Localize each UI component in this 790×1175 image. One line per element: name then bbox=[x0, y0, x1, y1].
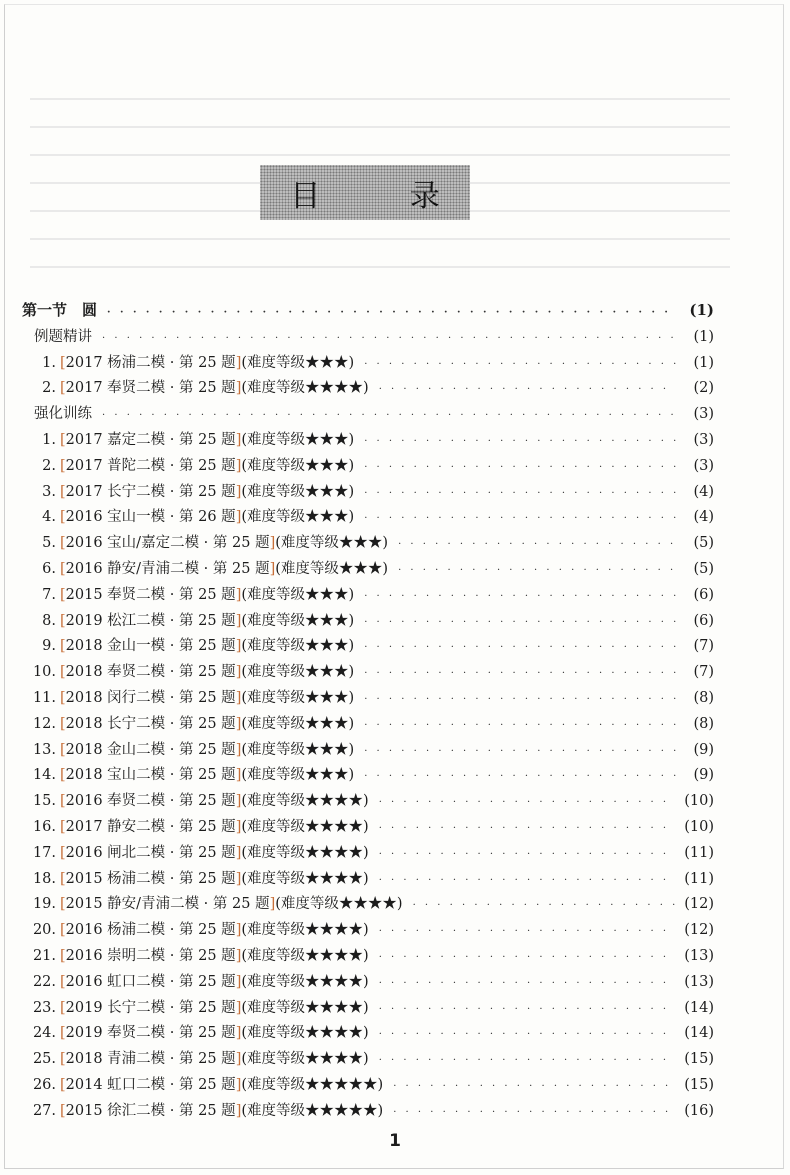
close-bracket: ] bbox=[235, 973, 242, 990]
item-source: 2015 杨浦二模 · 第 25 题 bbox=[65, 870, 236, 887]
item-number: 7. bbox=[42, 586, 56, 603]
close-bracket: ] bbox=[235, 380, 242, 397]
toc-entry-text bbox=[22, 789, 369, 810]
open-bracket: [ bbox=[60, 999, 66, 1016]
toc-entry-text bbox=[22, 402, 92, 423]
toc-item-row[interactable] bbox=[22, 660, 714, 686]
page-reference: (1) bbox=[689, 301, 714, 319]
item-number: 25. bbox=[32, 1051, 56, 1068]
item-source: 2016 静安/青浦二模 · 第 25 题 bbox=[65, 560, 270, 577]
item-source: 2017 嘉定二模 · 第 25 题 bbox=[65, 431, 236, 448]
close-bracket: ] bbox=[235, 870, 242, 887]
dot-leader bbox=[398, 539, 676, 550]
open-bracket: [ bbox=[60, 973, 66, 990]
item-number: 1. bbox=[42, 354, 56, 371]
dot-leader bbox=[364, 462, 676, 473]
toc-entry-text bbox=[22, 634, 354, 655]
item-difficulty: (难度等级★★★★) bbox=[241, 380, 369, 397]
page-reference: (8) bbox=[693, 715, 714, 732]
item-source: 2018 青浦二模 · 第 25 题 bbox=[65, 1051, 236, 1068]
toc-entry-text bbox=[22, 1073, 383, 1094]
item-number: 4. bbox=[42, 509, 56, 526]
toc-entry-text bbox=[22, 867, 369, 888]
toc-entry-text bbox=[22, 480, 354, 501]
close-bracket: ] bbox=[235, 612, 242, 629]
toc-item-row[interactable] bbox=[22, 583, 714, 609]
open-bracket: [ bbox=[60, 793, 66, 810]
item-difficulty: (难度等级★★★) bbox=[241, 767, 355, 784]
item-number: 24. bbox=[32, 1025, 56, 1042]
toc-entry-text bbox=[22, 686, 354, 707]
item-number: 27. bbox=[32, 1102, 56, 1119]
item-difficulty: (难度等级★★★★) bbox=[241, 922, 369, 939]
dot-leader bbox=[379, 797, 676, 808]
item-number: 6. bbox=[42, 560, 56, 577]
item-source: 2016 虹口二模 · 第 25 题 bbox=[65, 973, 236, 990]
open-bracket: [ bbox=[60, 1102, 66, 1119]
toc-entry-text bbox=[22, 454, 354, 475]
dot-leader bbox=[379, 1004, 676, 1015]
item-difficulty: (难度等级★★★) bbox=[241, 664, 355, 681]
item-difficulty: (难度等级★★★★) bbox=[275, 896, 403, 913]
item-source: 2019 松江二模 · 第 25 题 bbox=[65, 612, 236, 629]
dot-leader bbox=[364, 617, 676, 628]
toc-item-row[interactable] bbox=[22, 686, 714, 712]
dot-leader bbox=[364, 436, 676, 447]
dot-leader bbox=[379, 1029, 676, 1040]
item-source: 2016 杨浦二模 · 第 25 题 bbox=[65, 922, 236, 939]
close-bracket: ] bbox=[235, 844, 242, 861]
item-difficulty: (难度等级★★★★) bbox=[241, 818, 369, 835]
open-bracket: [ bbox=[60, 741, 66, 758]
toc-entry-text bbox=[22, 712, 354, 733]
page-reference: (9) bbox=[693, 741, 714, 758]
page-reference: (12) bbox=[684, 896, 714, 913]
toc-item-row[interactable] bbox=[22, 376, 714, 402]
toc-entry-text bbox=[22, 892, 403, 913]
item-source: 2018 长宁二模 · 第 25 题 bbox=[65, 715, 236, 732]
toc-item-row[interactable] bbox=[22, 970, 714, 996]
toc-entry-text bbox=[22, 970, 369, 991]
item-difficulty: (难度等级★★★) bbox=[241, 715, 355, 732]
toc-entry-text bbox=[22, 1099, 383, 1120]
item-source: 2017 杨浦二模 · 第 25 题 bbox=[65, 354, 236, 371]
toc-entry-text bbox=[22, 1047, 369, 1068]
page-reference: (2) bbox=[693, 380, 714, 397]
toc-entry-text bbox=[22, 299, 97, 320]
open-bracket: [ bbox=[60, 431, 66, 448]
item-source: 2016 宝山/嘉定二模 · 第 25 题 bbox=[65, 535, 270, 552]
toc-item-row[interactable] bbox=[22, 480, 714, 506]
toc-item-row[interactable] bbox=[22, 763, 714, 789]
toc-item-row[interactable] bbox=[22, 789, 714, 815]
page-reference: (14) bbox=[684, 1025, 714, 1042]
toc-entry-text bbox=[22, 660, 354, 681]
toc-entry-text bbox=[22, 557, 388, 578]
page-reference: (5) bbox=[693, 560, 714, 577]
page-reference: (15) bbox=[684, 1051, 714, 1068]
item-number: 5. bbox=[42, 535, 56, 552]
dot-leader bbox=[393, 1107, 676, 1118]
dot-leader bbox=[102, 410, 676, 421]
table-of-contents bbox=[22, 299, 714, 1125]
toc-item-row[interactable] bbox=[22, 531, 714, 557]
toc-item-row[interactable] bbox=[22, 1073, 714, 1099]
item-difficulty: (难度等级★★★★) bbox=[241, 793, 369, 810]
page-reference: (1) bbox=[693, 328, 714, 345]
close-bracket: ] bbox=[235, 483, 242, 500]
page-reference: (6) bbox=[693, 586, 714, 603]
bleed-through-line bbox=[30, 154, 730, 156]
item-source: 2016 宝山一模 · 第 26 题 bbox=[65, 509, 236, 526]
open-bracket: [ bbox=[60, 1025, 66, 1042]
page-reference: (1) bbox=[693, 354, 714, 371]
item-source: 2017 长宁二模 · 第 25 题 bbox=[65, 483, 236, 500]
item-number: 18. bbox=[32, 870, 56, 887]
dot-leader bbox=[102, 333, 676, 344]
dot-leader bbox=[379, 384, 676, 395]
open-bracket: [ bbox=[60, 509, 66, 526]
dot-leader bbox=[379, 849, 676, 860]
toc-entry-text bbox=[22, 428, 354, 449]
open-bracket: [ bbox=[60, 896, 66, 913]
page-reference: (4) bbox=[693, 483, 714, 500]
toc-entry-text bbox=[22, 505, 354, 526]
toc-entry-text bbox=[22, 918, 369, 939]
toc-entry-text bbox=[22, 531, 388, 552]
item-number: 10. bbox=[32, 664, 56, 681]
open-bracket: [ bbox=[60, 664, 66, 681]
toc-entry-text bbox=[22, 1021, 369, 1042]
close-bracket: ] bbox=[235, 457, 242, 474]
item-number: 19. bbox=[32, 896, 56, 913]
page-reference: (14) bbox=[684, 999, 714, 1016]
page-number: 1 bbox=[389, 1131, 401, 1151]
dot-leader bbox=[398, 565, 676, 576]
item-difficulty: (难度等级★★★★) bbox=[241, 870, 369, 887]
page-reference: (4) bbox=[693, 509, 714, 526]
item-number: 8. bbox=[42, 612, 56, 629]
item-source: 2018 金山一模 · 第 25 题 bbox=[65, 638, 236, 655]
toc-entry-text bbox=[22, 944, 369, 965]
page-reference: (3) bbox=[693, 406, 714, 423]
toc-item-row[interactable] bbox=[22, 867, 714, 893]
item-number: 12. bbox=[32, 715, 56, 732]
toc-item-row[interactable] bbox=[22, 634, 714, 660]
item-difficulty: (难度等级★★★★) bbox=[241, 1051, 369, 1068]
toc-chapter-row[interactable] bbox=[22, 299, 714, 325]
item-number: 1. bbox=[42, 431, 56, 448]
item-source: 2018 宝山二模 · 第 25 题 bbox=[65, 767, 236, 784]
open-bracket: [ bbox=[60, 922, 66, 939]
item-number: 15. bbox=[32, 793, 56, 810]
toc-section-row[interactable] bbox=[22, 402, 714, 428]
item-source: 2017 普陀二模 · 第 25 题 bbox=[65, 457, 236, 474]
item-difficulty: (难度等级★★★) bbox=[241, 612, 355, 629]
close-bracket: ] bbox=[269, 560, 276, 577]
toc-entry-text bbox=[22, 815, 369, 836]
item-number: 23. bbox=[32, 999, 56, 1016]
page-reference: (6) bbox=[693, 612, 714, 629]
close-bracket: ] bbox=[235, 715, 242, 732]
close-bracket: ] bbox=[235, 767, 242, 784]
page-reference: (7) bbox=[693, 638, 714, 655]
toc-item-row[interactable] bbox=[22, 505, 714, 531]
page-reference: (9) bbox=[693, 767, 714, 784]
page-reference: (3) bbox=[693, 457, 714, 474]
item-number: 21. bbox=[32, 947, 56, 964]
toc-section-row[interactable] bbox=[22, 325, 714, 351]
item-number: 9. bbox=[42, 638, 56, 655]
item-difficulty: (难度等级★★★) bbox=[241, 741, 355, 758]
close-bracket: ] bbox=[235, 1051, 242, 1068]
item-difficulty: (难度等级★★★★) bbox=[241, 999, 369, 1016]
item-number: 14. bbox=[32, 767, 56, 784]
toc-title: 目 录 bbox=[290, 178, 480, 214]
bleed-through-line bbox=[30, 126, 730, 128]
item-source: 2019 奉贤二模 · 第 25 题 bbox=[65, 1025, 236, 1042]
dot-leader bbox=[364, 771, 676, 782]
item-number: 2. bbox=[42, 380, 56, 397]
open-bracket: [ bbox=[60, 767, 66, 784]
item-difficulty: (难度等级★★★) bbox=[241, 457, 355, 474]
item-difficulty: (难度等级★★★) bbox=[241, 509, 355, 526]
dot-leader bbox=[364, 642, 676, 653]
close-bracket: ] bbox=[235, 354, 242, 371]
page-reference: (13) bbox=[684, 973, 714, 990]
item-source: 2016 崇明二模 · 第 25 题 bbox=[65, 947, 236, 964]
page-reference: (3) bbox=[693, 431, 714, 448]
close-bracket: ] bbox=[235, 1025, 242, 1042]
page-reference: (16) bbox=[684, 1102, 714, 1119]
close-bracket: ] bbox=[235, 664, 242, 681]
dot-leader bbox=[364, 513, 676, 524]
open-bracket: [ bbox=[60, 535, 66, 552]
dot-leader bbox=[364, 720, 676, 731]
page-reference: (5) bbox=[693, 535, 714, 552]
item-source: 2016 奉贤二模 · 第 25 题 bbox=[65, 793, 236, 810]
toc-title-box bbox=[260, 165, 480, 220]
toc-item-row[interactable] bbox=[22, 841, 714, 867]
page-reference: (11) bbox=[684, 870, 714, 887]
item-difficulty: (难度等级★★★★) bbox=[241, 973, 369, 990]
toc-entry-text bbox=[22, 763, 354, 784]
toc-entry-text bbox=[22, 841, 369, 862]
open-bracket: [ bbox=[60, 1076, 66, 1093]
open-bracket: [ bbox=[60, 457, 66, 474]
toc-entry-text bbox=[22, 376, 369, 397]
dot-leader bbox=[379, 823, 676, 834]
close-bracket: ] bbox=[235, 638, 242, 655]
item-source: 2018 奉贤二模 · 第 25 题 bbox=[65, 664, 236, 681]
toc-entry-text bbox=[22, 325, 92, 346]
dot-leader bbox=[364, 668, 676, 679]
item-difficulty: (难度等级★★★★★) bbox=[241, 1102, 384, 1119]
item-difficulty: (难度等级★★★) bbox=[275, 535, 389, 552]
close-bracket: ] bbox=[235, 793, 242, 810]
page-reference: (11) bbox=[684, 844, 714, 861]
item-number: 2. bbox=[42, 457, 56, 474]
page-reference: (13) bbox=[684, 947, 714, 964]
toc-item-row[interactable] bbox=[22, 892, 714, 918]
item-source: 2015 静安/青浦二模 · 第 25 题 bbox=[65, 896, 270, 913]
item-source: 2017 奉贤二模 · 第 25 题 bbox=[65, 380, 236, 397]
item-number: 17. bbox=[32, 844, 56, 861]
close-bracket: ] bbox=[235, 509, 242, 526]
dot-leader bbox=[413, 900, 676, 911]
close-bracket: ] bbox=[235, 689, 242, 706]
toc-item-row[interactable] bbox=[22, 815, 714, 841]
toc-item-row[interactable] bbox=[22, 557, 714, 583]
toc-item-row[interactable] bbox=[22, 1047, 714, 1073]
toc-item-row[interactable] bbox=[22, 428, 714, 454]
dot-leader bbox=[393, 1081, 676, 1092]
item-difficulty: (难度等级★★★) bbox=[241, 586, 355, 603]
dot-leader bbox=[364, 694, 676, 705]
open-bracket: [ bbox=[60, 586, 66, 603]
toc-entry-text bbox=[22, 583, 354, 604]
item-number: 16. bbox=[32, 818, 56, 835]
dot-leader bbox=[379, 875, 676, 886]
toc-entry-text bbox=[22, 609, 354, 630]
close-bracket: ] bbox=[235, 1076, 242, 1093]
open-bracket: [ bbox=[60, 689, 66, 706]
dot-leader bbox=[107, 307, 676, 318]
close-bracket: ] bbox=[235, 431, 242, 448]
toc-item-row[interactable] bbox=[22, 918, 714, 944]
close-bracket: ] bbox=[235, 922, 242, 939]
close-bracket: ] bbox=[235, 741, 242, 758]
item-difficulty: (难度等级★★★★) bbox=[241, 844, 369, 861]
item-source: 2015 徐汇二模 · 第 25 题 bbox=[65, 1102, 236, 1119]
item-difficulty: (难度等级★★★) bbox=[241, 354, 355, 371]
item-difficulty: (难度等级★★★) bbox=[241, 638, 355, 655]
toc-item-row[interactable] bbox=[22, 351, 714, 377]
toc-item-row[interactable] bbox=[22, 996, 714, 1022]
chapter-label: 第一节 圆 bbox=[22, 301, 98, 319]
section-label: 强化训练 bbox=[34, 406, 92, 423]
toc-item-row[interactable] bbox=[22, 454, 714, 480]
dot-leader bbox=[379, 978, 676, 989]
open-bracket: [ bbox=[60, 354, 66, 371]
item-difficulty: (难度等级★★★) bbox=[241, 431, 355, 448]
open-bracket: [ bbox=[60, 560, 66, 577]
close-bracket: ] bbox=[235, 818, 242, 835]
close-bracket: ] bbox=[235, 1102, 242, 1119]
close-bracket: ] bbox=[269, 896, 276, 913]
toc-item-row[interactable] bbox=[22, 712, 714, 738]
open-bracket: [ bbox=[60, 870, 66, 887]
open-bracket: [ bbox=[60, 818, 66, 835]
open-bracket: [ bbox=[60, 638, 66, 655]
item-source: 2019 长宁二模 · 第 25 题 bbox=[65, 999, 236, 1016]
page-reference: (8) bbox=[693, 689, 714, 706]
close-bracket: ] bbox=[269, 535, 276, 552]
open-bracket: [ bbox=[60, 612, 66, 629]
item-difficulty: (难度等级★★★) bbox=[241, 689, 355, 706]
toc-item-row[interactable] bbox=[22, 609, 714, 635]
page-reference: (15) bbox=[684, 1076, 714, 1093]
item-number: 22. bbox=[32, 973, 56, 990]
item-number: 13. bbox=[32, 741, 56, 758]
page-reference: (12) bbox=[684, 922, 714, 939]
item-difficulty: (难度等级★★★★) bbox=[241, 1025, 369, 1042]
item-source: 2018 金山二模 · 第 25 题 bbox=[65, 741, 236, 758]
open-bracket: [ bbox=[60, 483, 66, 500]
toc-entry-text bbox=[22, 351, 354, 372]
open-bracket: [ bbox=[60, 947, 66, 964]
section-label: 例题精讲 bbox=[34, 328, 92, 345]
toc-entry-text bbox=[22, 996, 369, 1017]
dot-leader bbox=[364, 359, 676, 370]
item-difficulty: (难度等级★★★) bbox=[275, 560, 389, 577]
item-difficulty: (难度等级★★★★) bbox=[241, 947, 369, 964]
item-difficulty: (难度等级★★★) bbox=[241, 483, 355, 500]
item-source: 2014 虹口二模 · 第 25 题 bbox=[65, 1076, 236, 1093]
toc-item-row[interactable] bbox=[22, 1021, 714, 1047]
open-bracket: [ bbox=[60, 844, 66, 861]
toc-item-row[interactable] bbox=[22, 944, 714, 970]
item-number: 20. bbox=[32, 922, 56, 939]
open-bracket: [ bbox=[60, 1051, 66, 1068]
dot-leader bbox=[364, 591, 676, 602]
close-bracket: ] bbox=[235, 947, 242, 964]
close-bracket: ] bbox=[235, 999, 242, 1016]
toc-item-row[interactable] bbox=[22, 1099, 714, 1125]
dot-leader bbox=[364, 746, 676, 757]
bleed-through-line bbox=[30, 238, 730, 240]
page-reference: (10) bbox=[684, 818, 714, 835]
close-bracket: ] bbox=[235, 586, 242, 603]
item-number: 26. bbox=[32, 1076, 56, 1093]
bleed-through-line bbox=[30, 266, 730, 268]
item-number: 11. bbox=[32, 689, 56, 706]
dot-leader bbox=[364, 488, 676, 499]
item-source: 2016 闸北二模 · 第 25 题 bbox=[65, 844, 236, 861]
item-source: 2017 静安二模 · 第 25 题 bbox=[65, 818, 236, 835]
item-source: 2018 闵行二模 · 第 25 题 bbox=[65, 689, 236, 706]
open-bracket: [ bbox=[60, 715, 66, 732]
item-number: 3. bbox=[42, 483, 56, 500]
toc-entry-text bbox=[22, 738, 354, 759]
dot-leader bbox=[379, 952, 676, 963]
page-reference: (10) bbox=[684, 793, 714, 810]
toc-item-row[interactable] bbox=[22, 738, 714, 764]
dot-leader bbox=[379, 1055, 676, 1066]
dot-leader bbox=[379, 926, 676, 937]
page-reference: (7) bbox=[693, 664, 714, 681]
item-difficulty: (难度等级★★★★★) bbox=[241, 1076, 384, 1093]
item-source: 2015 奉贤二模 · 第 25 题 bbox=[65, 586, 236, 603]
bleed-through-line bbox=[30, 98, 730, 100]
open-bracket: [ bbox=[60, 380, 66, 397]
